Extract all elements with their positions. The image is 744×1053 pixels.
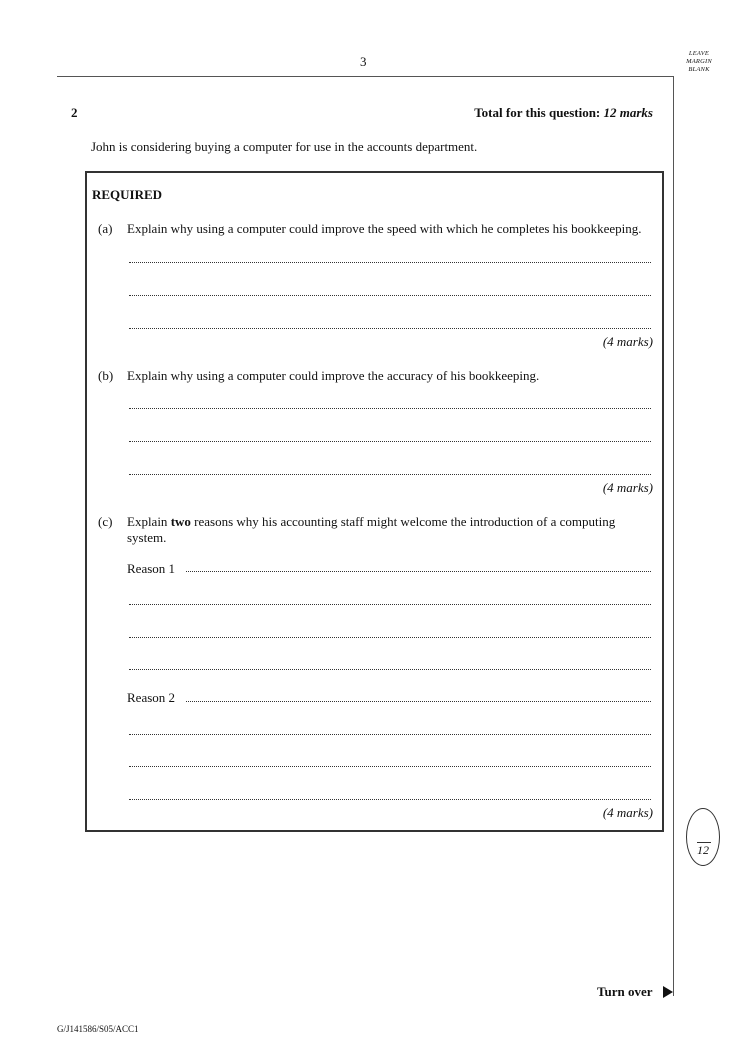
answer-line[interactable] — [129, 669, 651, 670]
reason-2-label: Reason 2 — [127, 690, 176, 705]
part-b-text: Explain why using a computer could improve the accuracy of his bookkeeping. — [127, 368, 540, 383]
question-intro: John is considering buying a computer for use in the accounts department. — [91, 139, 478, 154]
answer-line[interactable] — [186, 701, 651, 702]
answer-line[interactable] — [129, 328, 651, 329]
part-a-label: (a) — [98, 221, 113, 236]
answer-line[interactable] — [129, 474, 651, 475]
reason-1-label: Reason 1 — [127, 561, 176, 576]
question-number: 2 — [71, 105, 78, 120]
part-c-label: (c) — [98, 514, 113, 529]
answer-line[interactable] — [129, 408, 651, 409]
question-total — [474, 105, 653, 121]
part-c-text-bold: two — [170, 514, 191, 529]
answer-line[interactable] — [129, 295, 651, 296]
part-a-marks: (4 marks) — [602, 334, 653, 349]
part-c-text — [127, 514, 653, 546]
margin-rule — [673, 76, 674, 996]
answer-line[interactable] — [186, 571, 651, 572]
turn-over-arrow-icon — [663, 986, 673, 998]
required-heading: REQUIRED — [92, 187, 163, 202]
answer-line[interactable] — [129, 262, 651, 263]
answer-line[interactable] — [129, 766, 651, 767]
margin-note-line-1: LEAVE — [688, 50, 710, 57]
part-b-marks: (4 marks) — [602, 480, 653, 495]
answer-box — [85, 171, 664, 832]
question-total-marks: 12 marks — [603, 105, 653, 120]
part-b-label: (b) — [98, 368, 114, 383]
paper-code: G/J141586/S05/ACC1 — [57, 1024, 139, 1034]
page-number: 3 — [360, 54, 367, 69]
turn-over-label: Turn over — [597, 984, 653, 999]
answer-line[interactable] — [129, 441, 651, 442]
part-c-text-after: reasons why his accounting staff might welcome the introduction of a computing system. — [127, 514, 616, 545]
margin-note — [676, 50, 722, 74]
answer-line[interactable] — [129, 637, 651, 638]
header-rule — [57, 76, 673, 77]
margin-note-line-2: MARGIN — [686, 58, 712, 65]
question-total-prefix: Total for this question: — [474, 105, 604, 120]
score-oval-total: 12 — [697, 843, 709, 857]
answer-line[interactable] — [129, 799, 651, 800]
part-c-marks: (4 marks) — [602, 805, 653, 820]
margin-note-line-3: BLANK — [688, 66, 710, 73]
answer-line[interactable] — [129, 734, 651, 735]
answer-line[interactable] — [129, 604, 651, 605]
part-a-text: Explain why using a computer could improve the speed with which he completes his bookkeeping. — [127, 221, 642, 236]
part-c-text-before: Explain — [127, 514, 171, 529]
